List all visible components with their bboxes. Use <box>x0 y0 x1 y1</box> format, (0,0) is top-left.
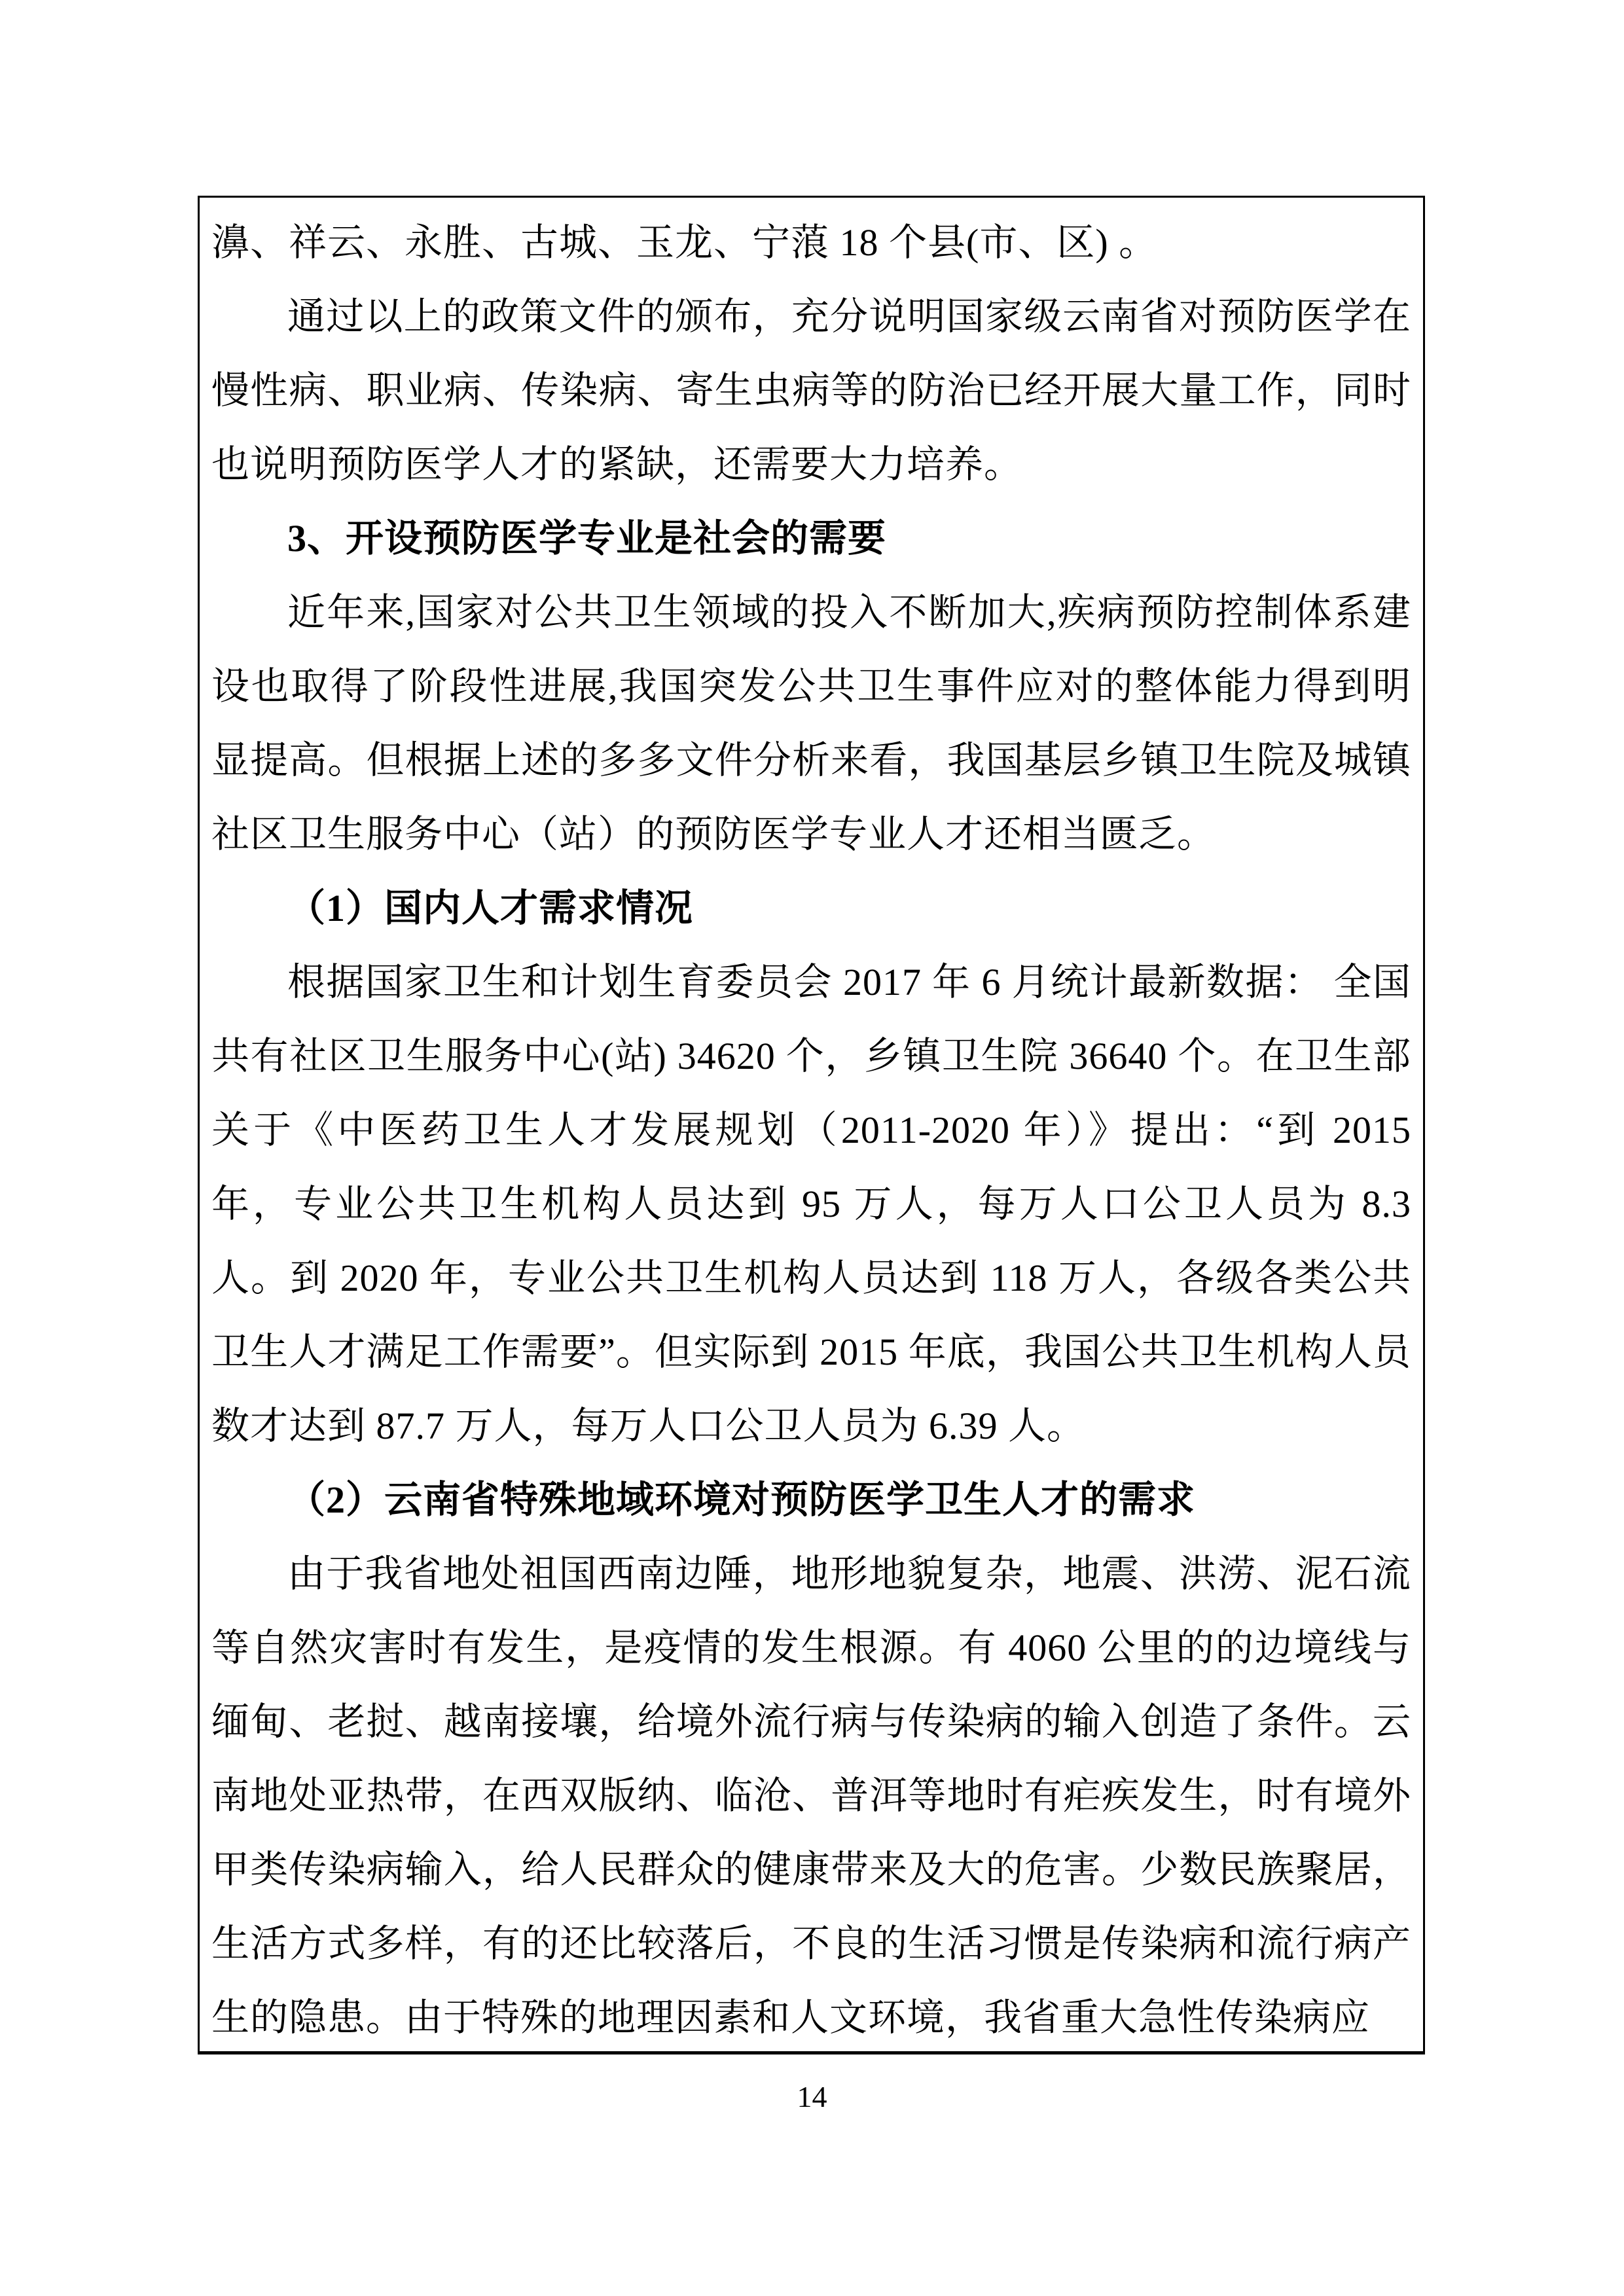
heading-subsection-1-domestic-demand: （1）国内人才需求情况 <box>287 887 694 929</box>
heading-subsection-2-yunnan-demand: （2）云南省特殊地域环境对预防医学卫生人才的需求 <box>287 1479 1196 1521</box>
heading-section-3: 3、开设预防医学专业是社会的需要 <box>287 517 887 560</box>
paragraph-public-health-investment: 近年来,国家对公共卫生领域的投入不断加大,疾病预防控制体系建设也取得了阶段性进展,我国突发公共卫生事件应对的整体能力得到明显提高。但根据上述的多多文件分析来看，我国基层乡镇卫生院及城镇社区卫生服务中心（站）的预防医学专业人才还相当匮乏。 <box>211 591 1411 855</box>
page-number: 14 <box>797 2080 827 2113</box>
bordered-text-box <box>198 196 1425 2054</box>
paragraph-yunnan-geography: 由于我省地处祖国西南边陲，地形地貌复杂，地震、洪涝、泥石流等自然灾害时有发生，是疫情的发生根源。有 4060 公里的的边境线与缅甸、老挝、越南接壤，给境外流行病与传染病的输入创造了条件。云南地处亚热带，在西双版纳、临沧、普洱等地时有疟疾发生，时有境外甲类传染病输入，给人民群众的健康带来及大的危害。少数民族聚居，生活方式多样，有的还比较落后，不良的生活习惯是传染病和流行病产生的隐患。由于特殊的地理因素和人文环境，我省重大急性传染病应 <box>211 1552 1411 2039</box>
paragraph-domestic-demand-statistics: 根据国家卫生和计划生育委员会 2017 年 6 月统计最新数据： 全国共有社区卫生服务中心(站) 34620 个，乡镇卫生院 36640 个。在卫生部关于《中医药卫生人才发展规划（2011-2020 年）》提出：“到 2015 年，专业公共卫生机构人员达到 95 万人，每万人口公卫人员为 8.3 人。到 2020 年，专业公共卫生机构人员达到 118 万人，各级各类公共卫生人才满足工作需要”。但实际到 2015 年底，我国公共卫生机构人员数才达到 87.7 万人，每万人口公卫人员为 6.39 人。 <box>211 961 1411 1447</box>
paragraph-county-list-continued: 濞、祥云、永胜、古城、玉龙、宁蒗 18 个县(市、区) 。 <box>211 221 1158 264</box>
paragraph-policy-summary: 通过以上的政策文件的颁布，充分说明国家级云南省对预防医学在慢性病、职业病、传染病、寄生虫病等的防治已经开展大量工作，同时也说明预防医学人才的紧缺，还需要大力培养。 <box>211 295 1411 486</box>
